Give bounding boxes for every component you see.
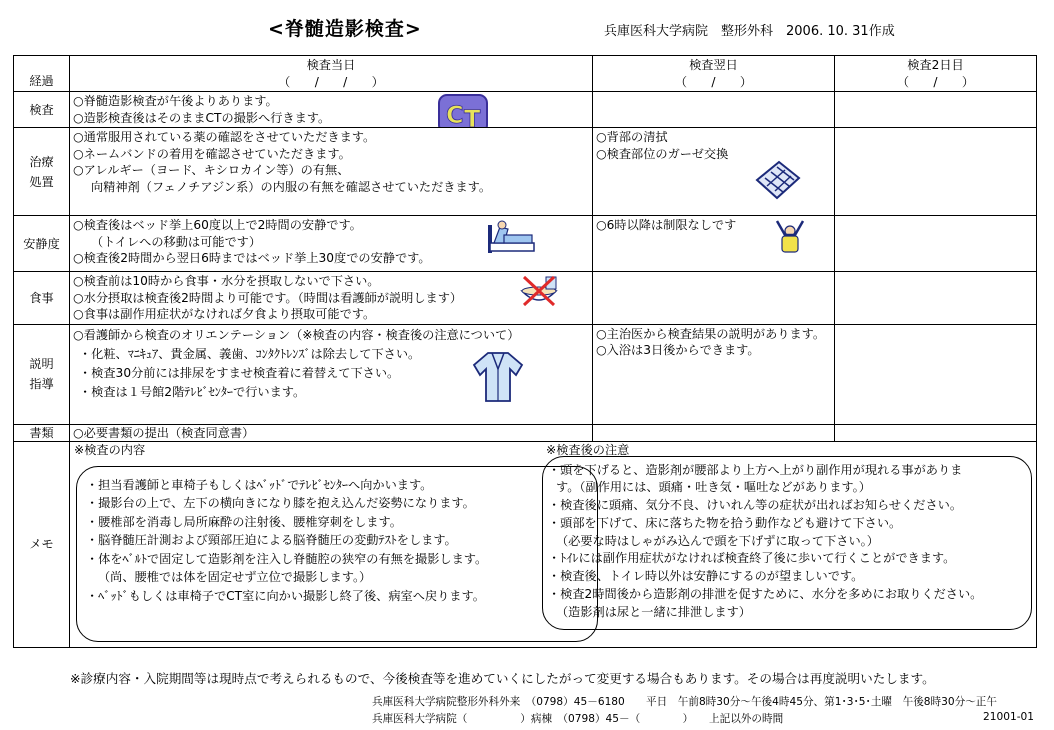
memo-right-item: ・検査2時間後から造影剤の排泄を促すために、水分を多めにお取りください。 xyxy=(548,587,983,602)
no-food-icon xyxy=(516,273,562,309)
text-line: ○入浴は3日後からできます。 xyxy=(596,343,760,357)
patient-in-bed-icon xyxy=(486,219,538,257)
text-line: ○背部の清拭 xyxy=(596,130,668,144)
cell-setsumei-day2 xyxy=(835,324,1037,424)
cell-chiryo-day1 xyxy=(593,128,835,216)
row-label-setsumei-1: 説明 xyxy=(29,357,54,371)
row-label-chiryo xyxy=(14,128,70,216)
footer-contact-outpatient: 兵庫医科大学病院整形外科外来 （0798）45－6180 平日 午前8時30分～午後4時45分、第1･3･5･土曜 午後8時30分～正午 xyxy=(372,696,997,708)
memo-left-item: ・脳脊髄圧計測および頸部圧迫による脳脊髄圧の変動ﾃｽﾄをします。 xyxy=(86,533,457,548)
cell-chiryo-day2 xyxy=(835,128,1037,216)
text-line: ○アレルギー（ヨード、キシロカイン等）の有無、 xyxy=(73,163,350,177)
cell-kensa-day1 xyxy=(593,92,835,128)
memo-left-item: ・担当看護師と車椅子もしくはﾍﾞｯﾄﾞでﾃﾚﾋﾞｾﾝﾀｰへ向かいます。 xyxy=(86,477,433,492)
cell-kensa-day0 xyxy=(70,92,593,133)
footer-note: ※診療内容・入院期間等は現時点で考えられるもので、今後検査等を進めていくにしたがって変更する場合もあります。その場合は再度説明いたします。 xyxy=(70,671,935,686)
cell-shokuji-day0 xyxy=(70,272,593,325)
col-head-day2 xyxy=(835,56,1037,92)
table-header-row xyxy=(14,56,1037,92)
row-label-shokuji: 食事 xyxy=(14,272,70,325)
row-label-kensa: 検査 xyxy=(14,92,70,128)
cell-memo xyxy=(70,441,1037,647)
cell-setsumei-day0 xyxy=(70,324,593,424)
footer-contact-ward: 兵庫医科大学病院（ ）病棟 （0798）45－（ ） 上記以外の時間 xyxy=(372,713,784,725)
row-shorui xyxy=(14,424,1037,441)
text-line: ○検査後はベッド挙上60度以上で2時間の安静です。 xyxy=(73,218,362,232)
text-line: ○ネームバンドの着用を確認させていただきます。 xyxy=(73,146,351,161)
text-line: ○造影検査後はそのままCTの撮影へ行きます。 xyxy=(73,110,331,125)
memo-right-item: （必要な時はしゃがみ込んで頭を下げずに取って下さい。） xyxy=(556,533,879,548)
memo-left-heading: ※検査の内容 xyxy=(74,442,146,457)
row-label-chiryo-2: 処置 xyxy=(29,174,54,189)
cell-shokuji-day2 xyxy=(835,272,1037,325)
cell-kensa-day2 xyxy=(835,92,1037,128)
svg-text:T: T xyxy=(464,105,481,133)
clinical-pathway-table xyxy=(13,55,1037,648)
memo-right-item: ・頭を下げると、造影剤が腰部より上方へ上がり副作用が現れる事がありま xyxy=(548,462,963,477)
memo-left-item: （尚、腰椎では体を固定せず立位で撮影します。） xyxy=(98,570,372,585)
memo-left-item: ・撮影台の上で、左下の横向きになり膝を抱え込んだ姿勢になります。 xyxy=(86,496,475,511)
cell-shorui-day1 xyxy=(593,424,835,441)
text-line: ○検査前は10時から食事・水分を摂取しないで下さい。 xyxy=(73,274,380,288)
memo-right-item: ・検査後、トイレ時以外は安静にするのが望ましいです。 xyxy=(548,569,864,584)
gauze-icon xyxy=(753,158,803,202)
document-code: 21001-01 xyxy=(983,711,1035,723)
cell-shorui-day2 xyxy=(835,424,1037,441)
text-line: ○水分摂取は検査後2時間より可能です。（時間は看護師が説明します） xyxy=(73,290,463,305)
col-head-day1-date: （ / ） xyxy=(674,74,753,89)
text-line: ○必要書類の提出（検査同意書） xyxy=(73,425,255,440)
col-head-day0 xyxy=(70,56,593,92)
row-label-shorui: 書類 xyxy=(14,424,70,441)
memo-left-item: ・体をﾍﾞﾙﾄで固定して造影剤を注入し脊髄腔の狭窄の有無を撮影します。 xyxy=(86,551,488,566)
row-label-setsumei xyxy=(14,324,70,424)
text-line: （トイレへの移動は可能です） xyxy=(91,234,262,249)
row-label-setsumei-2: 指導 xyxy=(29,377,54,391)
memo-right-item: ・ﾄｲﾚには副作用症状がなければ検査終了後に歩いて行くことができます。 xyxy=(548,551,956,566)
row-label-memo: メモ xyxy=(14,441,70,647)
row-label-keika: 経過 xyxy=(14,56,70,92)
cell-shokuji-day1 xyxy=(593,272,835,325)
memo-right-item: す。（副作用には、頭痛・吐き気・嘔吐などがあります。） xyxy=(556,480,871,495)
col-head-day1-label: 検査翌日 xyxy=(689,58,738,72)
text-line: ○検査後2時間から翌日6時まではベッド挙上30度での安静です。 xyxy=(73,251,431,265)
cell-shorui-day0 xyxy=(70,424,593,441)
text-line: ○6時以降は制限なしです xyxy=(596,218,737,232)
memo-left-item: ・ﾍﾞｯﾄﾞもしくは車椅子でCT室に向かい撮影し終了後、病室へ戻ります。 xyxy=(86,589,485,604)
text-line: ・検査30分前には排尿をすませ検査着に着替えて下さい。 xyxy=(79,365,400,380)
text-line: ・検査は１号館2階ﾃﾚﾋﾞｾﾝﾀｰで行います。 xyxy=(79,384,306,399)
text-line: ・化粧、ﾏﾆｷｭｱ、貴金属、義歯、ｺﾝﾀｸﾄﾚﾝｽﾞは除去して下さい。 xyxy=(79,346,421,361)
ct-icon xyxy=(437,93,489,133)
cell-anseido-day0 xyxy=(70,216,593,272)
row-anseido xyxy=(14,216,1037,272)
row-label-chiryo-1: 治療 xyxy=(29,154,54,169)
hospital-department-date: 兵庫医科大学病院 整形外科 2006. 10. 31作成 xyxy=(604,24,895,39)
memo-right-item: （造影剤は尿と一緒に排泄します） xyxy=(556,604,751,619)
cell-anseido-day1 xyxy=(593,216,835,272)
text-line: ○食事は副作用症状がなければ夕食より摂取可能です。 xyxy=(73,307,376,321)
col-head-day1 xyxy=(593,56,835,92)
svg-text:C: C xyxy=(446,101,464,129)
row-memo xyxy=(14,441,1037,647)
col-head-day2-date: （ / ） xyxy=(896,74,975,89)
col-head-day0-date: （ / / ） xyxy=(278,74,384,89)
memo-right-list xyxy=(548,462,982,622)
memo-left-item: ・腰椎部を消毒し局所麻酔の注射後、腰椎穿刺をします。 xyxy=(86,514,402,529)
col-head-day0-label: 検査当日 xyxy=(306,58,356,72)
text-line: ○通常服用されている薬の確認をさせていただきます。 xyxy=(73,130,376,144)
memo-right-item: ・検査後に頭痛、気分不良、けいれん等の症状が出ればお知らせください。 xyxy=(548,498,963,513)
cell-chiryo-day0 xyxy=(70,128,593,216)
memo-right-heading: ※検査後の注意 xyxy=(546,442,630,457)
text-line: ○看護師から検査のオリエンテーション（※検査の内容・検査後の注意について） xyxy=(73,327,520,342)
text-line: ○主治医から検査結果の説明があります。 xyxy=(596,326,826,341)
text-line: 向精神剤（フェノチアジン系）の内服の有無を確認させていただきます。 xyxy=(91,179,492,194)
row-shokuji xyxy=(14,272,1037,325)
memo-right-item: ・頭部を下げて、床に落ちた物を拾う動作なども避けて下さい。 xyxy=(548,515,902,530)
row-chiryo xyxy=(14,128,1037,216)
text-line: ○脊髄造影検査が午後よりあります。 xyxy=(73,94,278,108)
cell-setsumei-day1 xyxy=(593,324,835,424)
row-setsumei xyxy=(14,324,1037,424)
page-title: <脊髄造影検査> xyxy=(268,18,422,40)
cell-anseido-day2 xyxy=(835,216,1037,272)
col-head-day2-label: 検査2日目 xyxy=(907,58,964,72)
row-kensa xyxy=(14,92,1037,128)
gown-icon xyxy=(470,349,526,405)
memo-area xyxy=(70,442,1036,642)
stretching-person-icon xyxy=(771,217,809,255)
row-label-anseido: 安静度 xyxy=(14,216,70,272)
memo-left-list xyxy=(86,476,487,606)
text-line: ○検査部位のガーゼ交換 xyxy=(596,146,729,161)
